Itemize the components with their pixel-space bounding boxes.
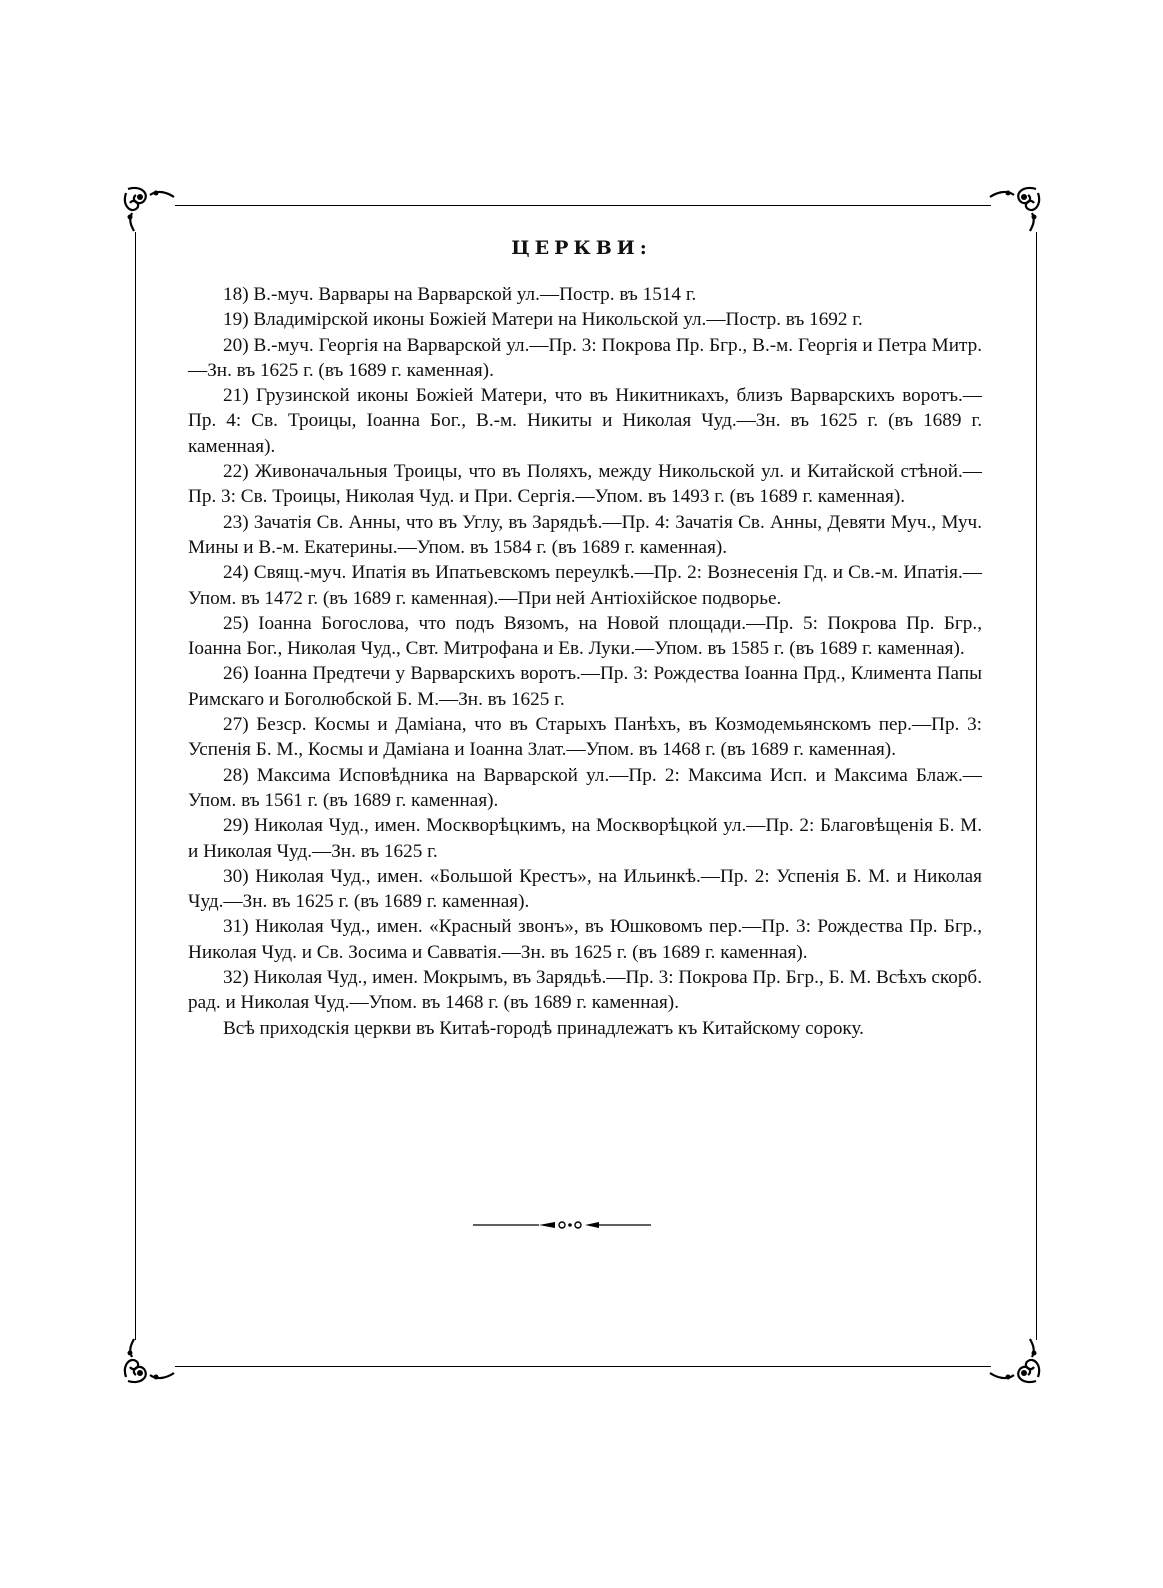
entry-23: 23) Зачатія Св. Анны, что въ Углу, въ Зарядьѣ.—Пр. 4: Зачатія Св. Анны, Девяти Муч., Муч. Мины и В.-м. Екатерины.—Упом. въ 1584 г. (въ 1689 г. каменная). bbox=[188, 511, 982, 558]
corner-ornament-bottom-right bbox=[988, 1337, 1044, 1387]
frame-left-rule bbox=[135, 232, 136, 1340]
end-ornament-divider bbox=[473, 1219, 651, 1231]
entry-19: 19) Владимірской иконы Божіей Матери на Никольской ул.—Постр. въ 1692 г. bbox=[223, 309, 863, 331]
entry-25: 25) Іоанна Богослова, что подъ Вязомъ, на Новой площади.—Пр. 5: Покрова Пр. Бгр., Іоанна Бог., Николая Чуд., Свт. Митрофана и Ев. Луки.—Упом. въ 1585 г. (въ 1689 г. каменная). bbox=[188, 612, 982, 660]
entry-30: 30) Николая Чуд., имен. «Большой Крестъ», на Ильинкѣ.—Пр. 2: Успенія Б. М. и Николая Чуд.—Зн. въ 1625 г. (въ 1689 г. каменная). bbox=[188, 865, 982, 913]
entry-24: 24) Свящ.-муч. Ипатія въ Ипатьевскомъ переулкѣ.—Пр. 2: Вознесенія Гд. и Св.-м. Ипатія.—Упом. въ 1472 г. (въ 1689 г. каменная).—При ней Антіохійское подворье. bbox=[188, 562, 982, 609]
entry-26: 26) Іоанна Предтечи у Варварскихъ воротъ.—Пр. 3: Рождества Іоанна Прд., Климента Папы Римскаго и Боголюбской Б. М.—Зн. въ 1625 г. bbox=[188, 663, 982, 710]
entry-27: 27) Безср. Космы и Даміана, что въ Старыхъ Панѣхъ, въ Козмодемьянскомъ пер.—Пр. 3: Успенія Б. М., Космы и Даміана и Іоанна Злат.—Упом. въ 1468 г. (въ 1689 г. каменная). bbox=[188, 714, 982, 761]
frame-top-rule bbox=[175, 205, 991, 206]
entry-32: 32) Николая Чуд., имен. Мокрымъ, въ Зарядьѣ.—Пр. 3: Покрова Пр. Бгр., Б. М. Всѣхъ скорб. рад. и Николая Чуд.—Упом. въ 1468 г. (въ 1689 г. каменная). bbox=[188, 967, 982, 1014]
church-list bbox=[188, 282, 982, 1041]
section-heading: ЦЕРКВИ: bbox=[511, 237, 652, 259]
entry-28: 28) Максима Исповѣдника на Варварской ул.—Пр. 2: Максима Исп. и Максима Блаж.—Упом. въ 1561 г. (въ 1689 г. каменная). bbox=[188, 764, 982, 811]
entry-20: 20) В.-муч. Георгія на Варварской ул.—Пр. 3: Покрова Пр. Бгр., В.-м. Георгія и Петра Митр.—Зн. въ 1625 г. (въ 1689 г. каменная). bbox=[188, 334, 982, 381]
corner-ornament-top-right bbox=[988, 183, 1044, 233]
entry-18: 18) В.-муч. Варвары на Варварской ул.—Постр. въ 1514 г. bbox=[223, 284, 697, 305]
corner-ornament-top-left bbox=[120, 183, 176, 233]
corner-ornament-bottom-left bbox=[120, 1337, 176, 1387]
entry-31: 31) Николая Чуд., имен. «Красный звонъ», въ Юшковомъ пер.—Пр. 3: Рождества Пр. Бгр., Николая Чуд. и Св. Зосима и Савватія.—Зн. въ 1625 г. (въ 1689 г. каменная). bbox=[188, 916, 982, 963]
frame-right-rule bbox=[1036, 232, 1037, 1340]
entry-29: 29) Николая Чуд., имен. Москворѣцкимъ, на Москворѣцкой ул.—Пр. 2: Благовѣщенія Б. М. и Николая Чуд.—Зн. въ 1625 г. bbox=[188, 815, 982, 862]
entry-21: 21) Грузинской иконы Божіей Матери, что въ Никитникахъ, близъ Варварскихъ воротъ.—Пр. 4: Св. Троицы, Іоанна Бог., В.-м. Никиты и Николая Чуд.—Зн. въ 1625 г. (въ 1689 г. каменная). bbox=[188, 385, 982, 457]
frame-bottom-rule bbox=[175, 1366, 991, 1367]
closing-note: Всѣ приходскія церкви въ Китаѣ-городѣ принадлежатъ къ Китайскому сороку. bbox=[223, 1017, 864, 1039]
entry-22: 22) Живоначальныя Троицы, что въ Поляхъ, между Никольской ул. и Китайской стѣной.—Пр. 3: Св. Троицы, Николая Чуд. и При. Сергія.—Упом. въ 1493 г. (въ 1689 г. каменная). bbox=[188, 461, 982, 508]
